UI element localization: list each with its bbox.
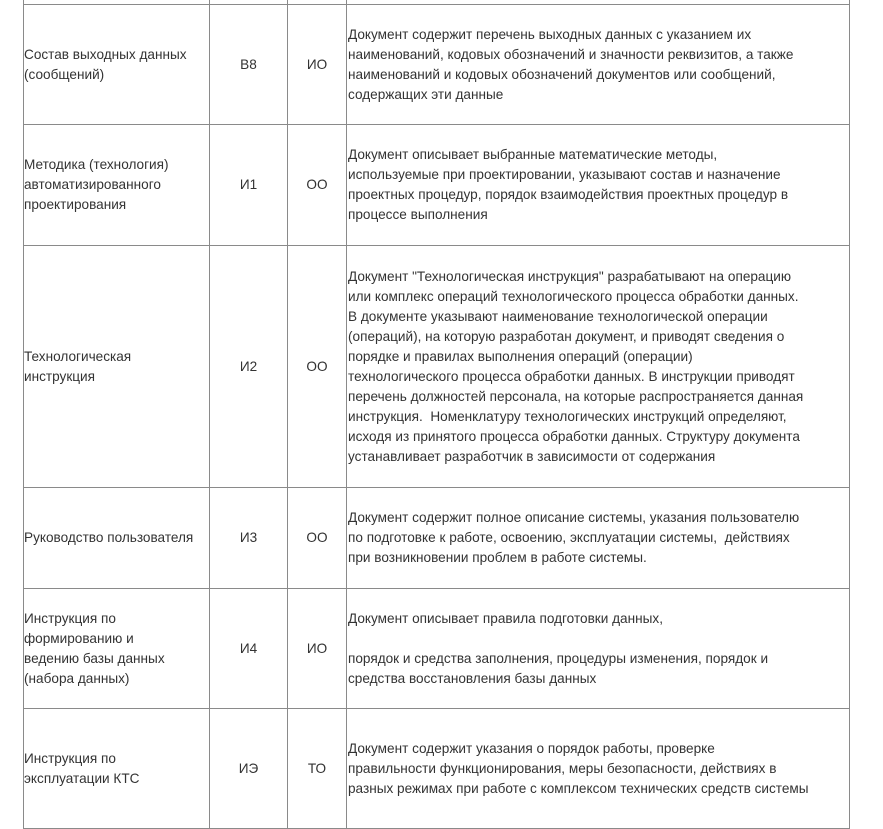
doc-type-cell: ОО bbox=[288, 488, 347, 589]
doc-code-cell: И2 bbox=[210, 246, 288, 488]
doc-name-cell: Методика (технология) автоматизированного проектирования bbox=[24, 125, 210, 246]
doc-name-cell: Инструкция по эксплуатации КТС bbox=[24, 709, 210, 829]
doc-description-cell: Документ "Технологическая инструкция" разрабатывают на операцию или комплекс операций технологического процесса обработки данных. В документе указывают наименование технологической операции (операций), на которую разработан документ, и приводят сведения о порядке и правилах выполнения операций (операции) технологического процесса обработки данных. В инструкции приводят перечень должностей персонала, на которые распространяется данная инструкция. Номенклатуру технологических инструкций определяют, исходя из принятого процесса обработки данных. Структуру документа устанавливает разработчик в зависимости от содержания bbox=[347, 246, 850, 488]
doc-type-cell: ИО bbox=[288, 5, 347, 125]
doc-description-cell: Документ содержит полное описание системы, указания пользователю по подготовке к работе, освоению, эксплуатации системы, действиях при возникновении проблем в работе системы. bbox=[347, 488, 850, 589]
table-row bbox=[24, 709, 850, 829]
doc-type-cell: ТО bbox=[288, 709, 347, 829]
table-row bbox=[24, 589, 850, 709]
documents-table bbox=[23, 0, 850, 829]
doc-type-cell: ОО bbox=[288, 246, 347, 488]
table-row bbox=[24, 488, 850, 589]
doc-description-cell: Документ содержит перечень выходных данных с указанием их наименований, кодовых обозначений и значности реквизитов, а также наименований и кодовых обозначений документов или сообщений, содержащих эти данные bbox=[347, 5, 850, 125]
doc-type-cell: ИО bbox=[288, 589, 347, 709]
doc-name-cell: Руководство пользователя bbox=[24, 488, 210, 589]
doc-name-cell: Технологическая инструкция bbox=[24, 246, 210, 488]
doc-code-cell: ИЭ bbox=[210, 709, 288, 829]
doc-description-cell: Документ описывает выбранные математические методы, используемые при проектировании, указывают состав и назначение проектных процедур, порядок взаимодействия проектных процедур в процессе выполнения bbox=[347, 125, 850, 246]
table-row bbox=[24, 5, 850, 125]
doc-name-cell: Состав выходных данных (сообщений) bbox=[24, 5, 210, 125]
doc-description-cell: Документ содержит указания о порядок работы, проверке правильности функционирования, меры безопасности, действиях в разных режимах при работе с комплексом технических средств системы bbox=[347, 709, 850, 829]
doc-code-cell: И4 bbox=[210, 589, 288, 709]
table-row bbox=[24, 246, 850, 488]
doc-code-cell: И3 bbox=[210, 488, 288, 589]
doc-code-cell: И1 bbox=[210, 125, 288, 246]
doc-type-cell: ОО bbox=[288, 125, 347, 246]
doc-code-cell: В8 bbox=[210, 5, 288, 125]
table-row bbox=[24, 125, 850, 246]
doc-name-cell: Инструкция по формированию и ведению базы данных (набора данных) bbox=[24, 589, 210, 709]
doc-description-cell: Документ описывает правила подготовки данных, порядок и средства заполнения, процедуры изменения, порядок и средства восстановления базы данных bbox=[347, 589, 850, 709]
